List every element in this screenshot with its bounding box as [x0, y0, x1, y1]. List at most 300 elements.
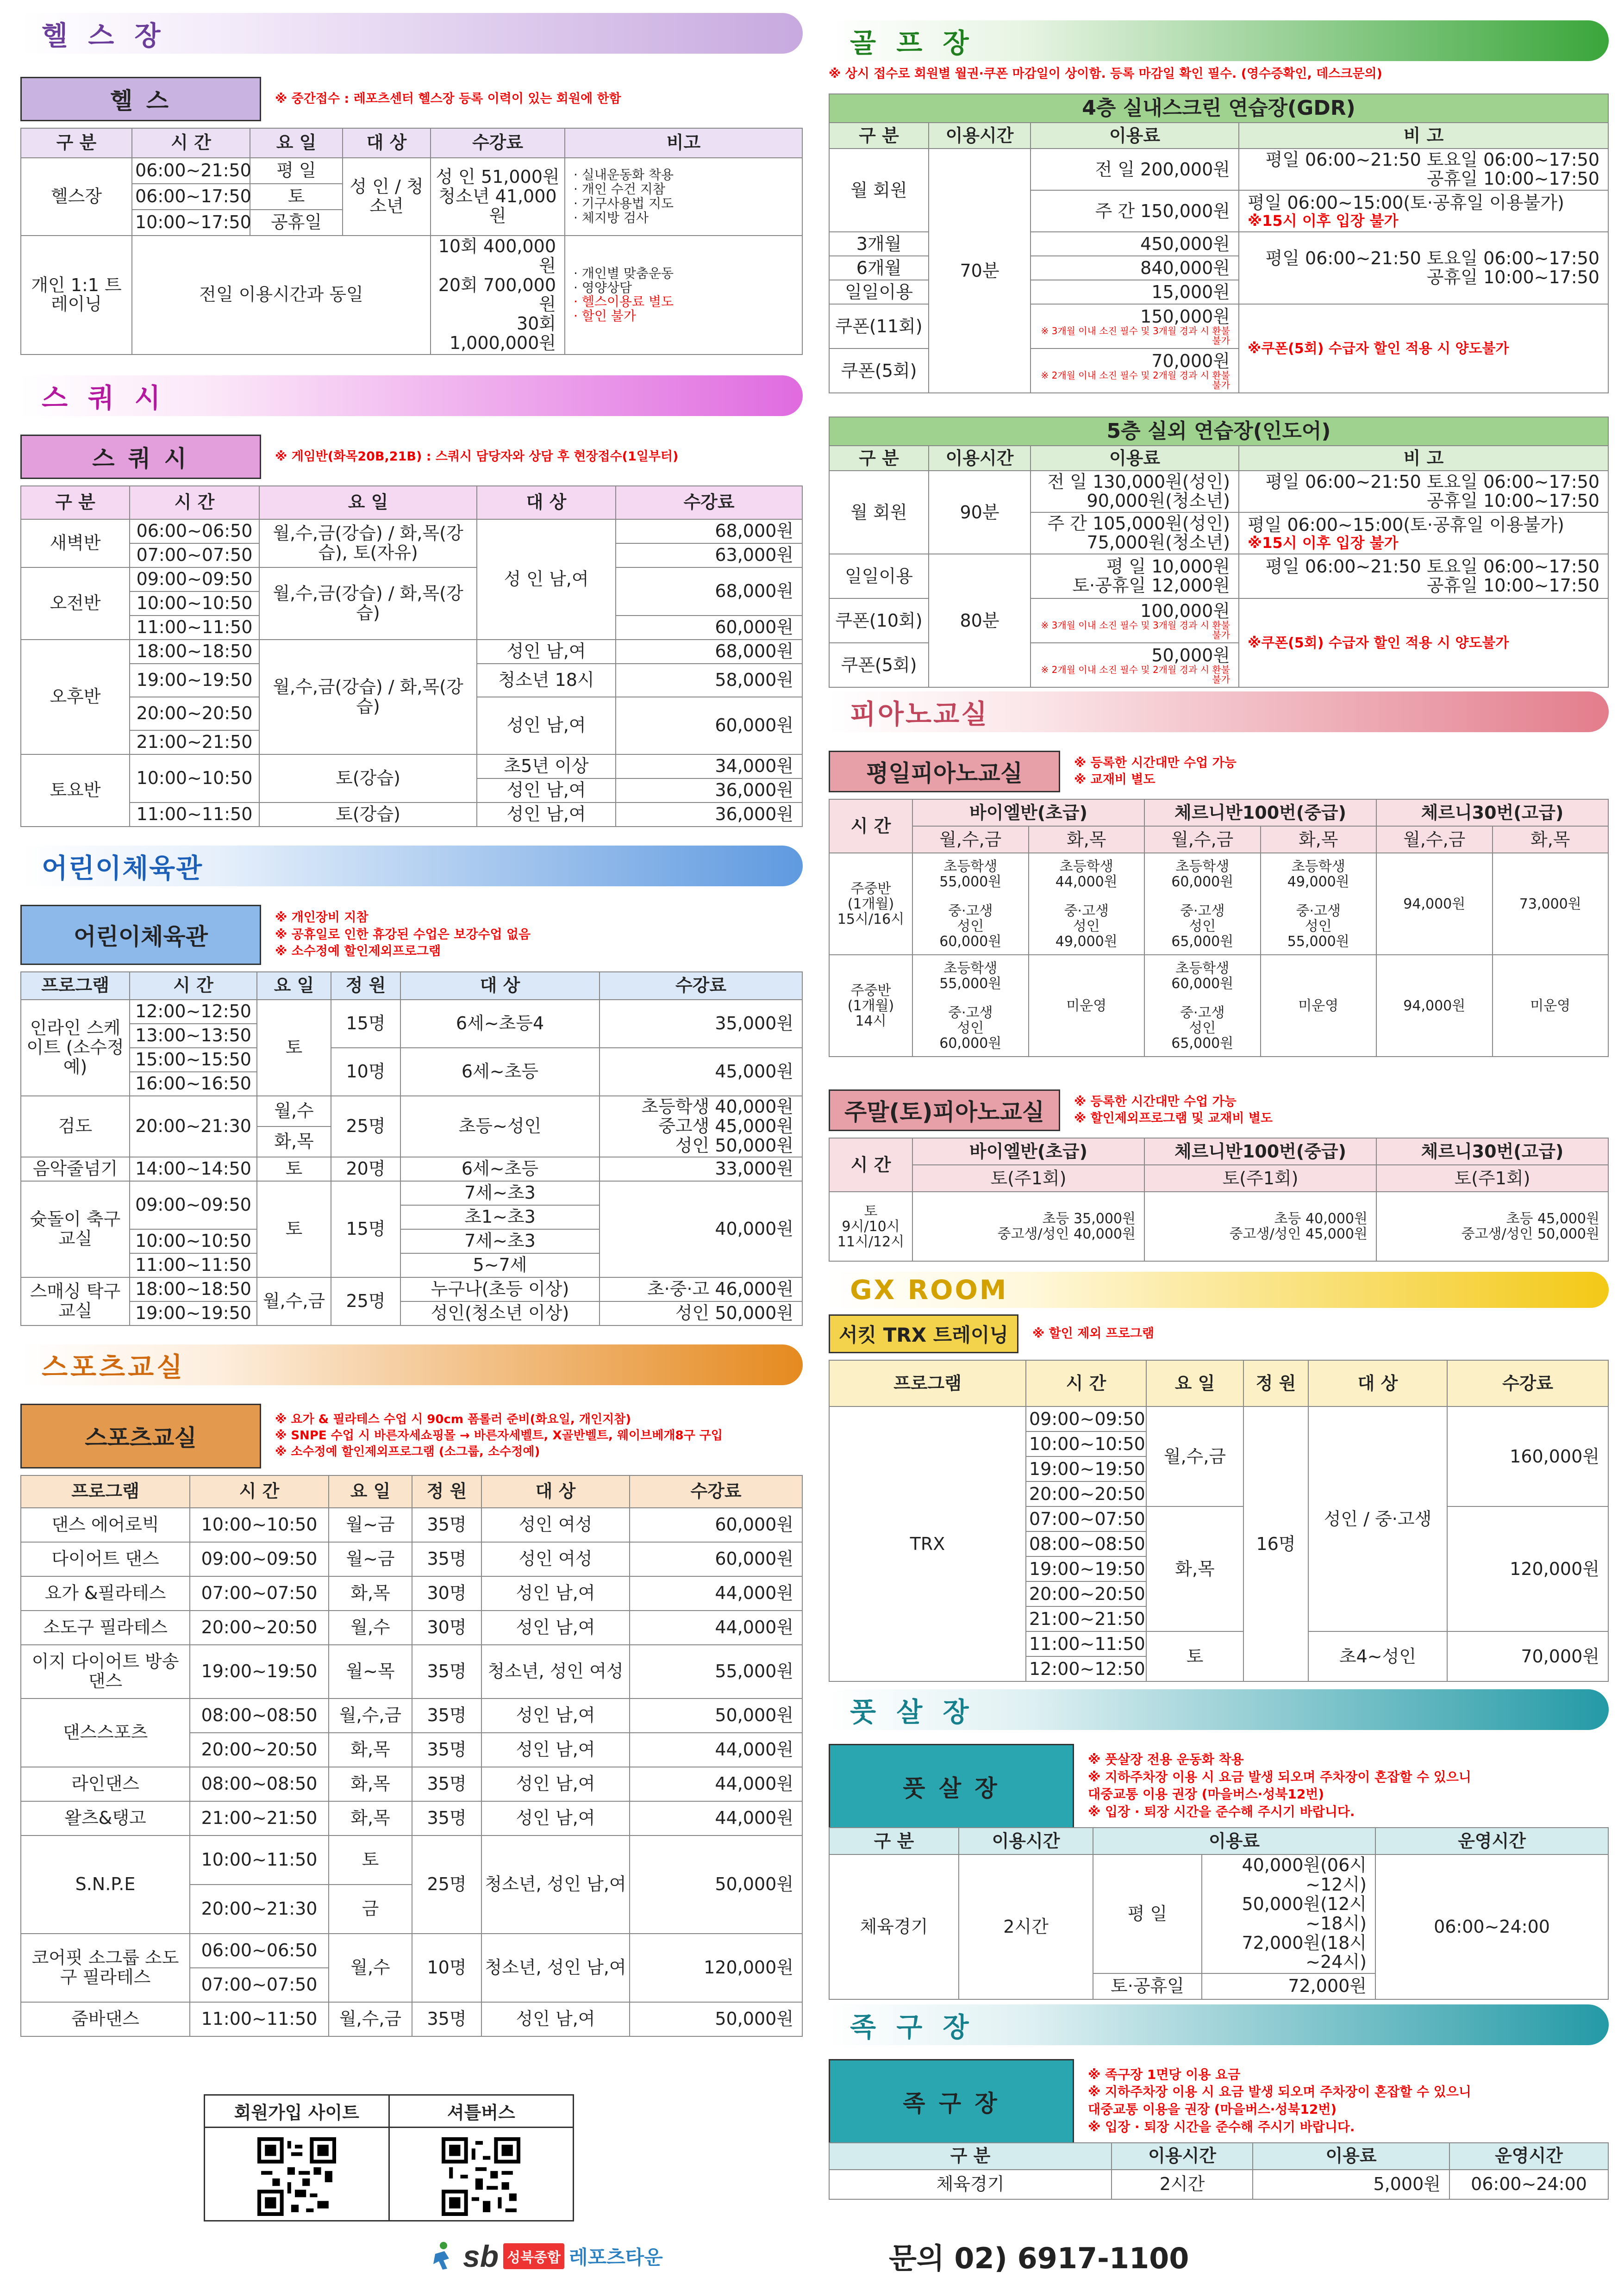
cap-cell: 35명 [412, 1699, 481, 1733]
day-cell: 월,수,금 [257, 1277, 331, 1325]
remark: · 헬스이용료 별도 [574, 294, 674, 310]
time-cell: 11:00~11:50 [130, 803, 259, 827]
note-line: ※ 풋살장 전용 운동화 착용 [1088, 1751, 1244, 1767]
time-cell: 07:00~07:50 [1026, 1506, 1146, 1531]
remark-cell [1239, 149, 1608, 190]
fee-line: 150,000원 [1140, 306, 1230, 327]
logo-badge: 성북종합 [503, 2243, 564, 2269]
fee-cell: 33,000원 [600, 1157, 802, 1181]
fee-cell [600, 1096, 802, 1157]
fee-line: 전 일 130,000원(성인) [1047, 471, 1230, 492]
time-cell: 15:00~15:50 [130, 1048, 257, 1072]
line: 초등학생 [1059, 858, 1113, 875]
hours-cell: 06:00~24:00 [1449, 2170, 1608, 2199]
th: 이용시간 [929, 446, 1031, 471]
cap-cell: 35명 [412, 1733, 481, 1767]
line: 60,000원 [1171, 873, 1234, 890]
target-cell: 성인 남,여 [481, 1767, 630, 1801]
cap-cell: 35명 [412, 1801, 481, 1836]
target-cell: 성인 남,여 [481, 1699, 630, 1733]
time-cell: 21:00~21:50 [1026, 1606, 1146, 1631]
fee-cell: 68,000원 [616, 640, 802, 664]
kind-cell: 체육경기 [829, 2170, 1112, 2199]
fee-cell: 72,000원 [1202, 1973, 1375, 1999]
gx-note: ※ 할인 제외 프로그램 [1032, 1326, 1155, 1341]
day-cell: 공휴일 [250, 210, 343, 236]
note-line: ※ 등록한 시간대만 수업 가능 [1074, 1095, 1237, 1109]
sports-notes [275, 1412, 723, 1460]
fee-cell: 44,000원 [630, 1767, 802, 1801]
time-cell: 19:00~19:50 [1026, 1456, 1146, 1481]
line: 성인 [957, 918, 984, 934]
th: 시 간 [130, 972, 257, 1000]
fee-cell: 68,000원 [616, 519, 802, 543]
gym-remarks [565, 158, 802, 236]
time-cell: 08:00~08:50 [190, 1699, 329, 1733]
time-cell [829, 955, 912, 1057]
target-cell: 성인 남,여 [481, 1733, 630, 1767]
time-cell: 16:00~16:50 [130, 1072, 257, 1096]
time-cell: 19:00~19:50 [130, 664, 259, 697]
fee-cell: 미운영 [1029, 955, 1145, 1057]
fee-cell [1031, 643, 1239, 687]
kind-cell: 월 회원 [829, 149, 929, 232]
note-line: 대중교통 이용을 권장 (마을버스·성북12번) [1088, 2102, 1337, 2117]
piano-weekend-tab: 주말(토)피아노교실 [829, 1089, 1060, 1131]
duration-cell: 2시간 [1112, 2170, 1253, 2199]
fee-cell: 15,000원 [1031, 280, 1239, 304]
fee-cell [1202, 1854, 1375, 1973]
day-cell: 화,목 [329, 1733, 412, 1767]
th: 구 분 [829, 123, 929, 149]
th: 바이엘반(초급) [912, 1138, 1144, 1165]
fee-cell: 34,000원 [616, 754, 802, 778]
time-cell: 10:00~10:50 [130, 1229, 257, 1253]
th: 월,수,금 [1144, 826, 1261, 853]
program-cell: 인라인 스케이트 (소수정예) [21, 1000, 130, 1096]
fee-cell: 60,000원 [616, 616, 802, 640]
kids-section-title: 어린이체육관 [20, 846, 803, 886]
line: 주중반 [850, 880, 891, 897]
fee-cell [1261, 853, 1377, 955]
day-cell: 토 [257, 1000, 331, 1096]
time-cell: 10:00~10:50 [1026, 1431, 1146, 1456]
line: 15시/16시 [837, 911, 905, 927]
cap-cell: 30명 [412, 1611, 481, 1645]
gx-tab: 서킷 TRX 트레이닝 [829, 1314, 1018, 1353]
health-table [20, 128, 803, 355]
th: 구 분 [829, 446, 929, 471]
th: 수강료 [1447, 1360, 1608, 1406]
line: 중·고생 [1180, 1004, 1225, 1021]
fee-cell: 미운영 [1261, 955, 1377, 1057]
indoor-table [829, 417, 1609, 688]
fee-cell: 94,000원 [1376, 853, 1493, 955]
futsal-tab: 풋 살 장 [829, 1744, 1074, 1827]
time-cell: 11:00~11:50 [130, 616, 259, 640]
line: 60,000원 [939, 1035, 1002, 1052]
time-cell [829, 1192, 912, 1261]
line: 중고생/성인 50,000원 [1461, 1226, 1599, 1243]
line: 초등 45,000원 [1506, 1211, 1599, 1227]
remark-cell [1239, 554, 1608, 598]
class-cell: 토요반 [21, 754, 130, 827]
futsal-table [829, 1827, 1609, 2000]
th: 바이엘반(초급) [912, 799, 1144, 826]
time-cell: 06:00~06:50 [130, 519, 259, 543]
fee-cell: 44,000원 [630, 1611, 802, 1645]
fee-line: 90,000원(청소년) [1087, 491, 1230, 511]
day-cell: 월~금 [329, 1542, 412, 1576]
th: 구 분 [21, 128, 132, 158]
shuttle-qr[interactable] [390, 2096, 573, 2220]
line: 중·고생 [948, 902, 993, 919]
time-cell: 12:00~12:50 [1026, 1656, 1146, 1681]
target-cell: 성인 남,여 [477, 803, 616, 827]
squash-note: ※ 게임반(화목20B,21B) : 스쿼시 담당자와 상담 후 현장접수(1일부터) [275, 449, 679, 464]
jokgu-notes [1088, 2066, 1471, 2136]
time-cell: 18:00~18:50 [130, 640, 259, 664]
line: 초등 40,000원 [1274, 1211, 1368, 1227]
time-cell: 06:00~06:50 [190, 1934, 329, 1968]
note-line: ※ 공휴일로 인한 휴강된 수업은 보강수업 없음 [275, 927, 531, 942]
fee-cell [1029, 853, 1145, 955]
time-cell: 07:00~07:50 [190, 1576, 329, 1611]
th: 요 일 [257, 972, 331, 1000]
fee-line: 평 일 10,000원 [1106, 556, 1230, 577]
fee-cell: 73,000원 [1493, 853, 1609, 955]
remark: ※15시 이후 입장 불가 [1248, 534, 1399, 552]
day-cell: 평 일 [250, 158, 343, 184]
signup-qr[interactable] [205, 2096, 390, 2220]
qr-box [204, 2094, 574, 2221]
fee-line: 초등학생 40,000원 [641, 1096, 793, 1117]
fee-cell: 미운영 [1493, 955, 1609, 1057]
cap-cell: 35명 [412, 1767, 481, 1801]
fee-line: 청소년 41,000원 [438, 186, 557, 226]
target-cell: 성인 남,여 [477, 640, 616, 664]
sports-section-title: 스포츠교실 [20, 1344, 803, 1385]
program-cell: 줌바댄스 [21, 2002, 190, 2036]
time-cell: 20:00~20:50 [190, 1611, 329, 1645]
gym-fee [431, 158, 565, 236]
time-cell: 20:00~20:50 [130, 697, 259, 730]
fee-cell: 50,000원 [630, 2002, 802, 2036]
class-cell: 오전반 [21, 567, 130, 640]
remark: · 체지방 검사 [574, 210, 649, 225]
line: 성인 [1073, 918, 1100, 934]
time-cell: 19:00~19:50 [130, 1301, 257, 1325]
gym-label: 헬스장 [21, 158, 132, 236]
fee-cell [912, 1192, 1144, 1261]
note-line: ※ 지하주차장 이용 시 요금 발생 되오며 주차장이 혼잡할 수 있으니 [1088, 1769, 1471, 1785]
day-cell: 토(강습) [259, 803, 477, 827]
line: 60,000원 [1171, 975, 1234, 992]
remark-cell: ※쿠폰(5회) 수급자 할인 적용 시 양도불가 [1239, 598, 1608, 687]
program-cell: 슛돌이 축구교실 [21, 1181, 130, 1277]
futsal-section-title: 풋 살 장 [829, 1689, 1609, 1730]
th: 이용시간 [959, 1828, 1093, 1854]
line: 9시/10시 [842, 1218, 900, 1235]
time-cell: 07:00~07:50 [130, 543, 259, 567]
target-cell: 6세~초등 [400, 1048, 600, 1096]
target-cell: 청소년 18시 [477, 664, 616, 697]
line: 초등학생 [1291, 858, 1345, 875]
kids-tab: 어린이체육관 [20, 905, 261, 965]
futsal-header [829, 1744, 1609, 1827]
fee-cell: 840,000원 [1031, 256, 1239, 280]
time-cell: 08:00~08:50 [1026, 1531, 1146, 1556]
target-cell: 성인 여성 [481, 1542, 630, 1576]
remark: 공휴일 10:00~17:50 [1426, 168, 1599, 189]
gdr-table [829, 93, 1609, 393]
fee-cell [1144, 1192, 1376, 1261]
cap-cell: 35명 [412, 2002, 481, 2036]
fee-cell [1031, 512, 1239, 554]
runner-logo-icon [426, 2240, 458, 2272]
shuttle-qr-code-icon[interactable] [442, 2137, 520, 2216]
fee-cell: 94,000원 [1376, 955, 1493, 1057]
target-cell: 누구나(초등 이상) [400, 1277, 600, 1301]
target-cell: 7세~초3 [400, 1229, 600, 1253]
th: 수강료 [616, 486, 802, 519]
line: 성인 [1189, 1020, 1216, 1036]
time-cell: 11:00~11:50 [130, 1253, 257, 1277]
line: 72,000원(18시~24시) [1242, 1932, 1367, 1972]
fee-line: 성인 50,000원 [675, 1135, 793, 1156]
kind-cell: 6개월 [829, 256, 929, 280]
day-cell: 토(강습) [259, 754, 477, 803]
line: 중고생/성인 45,000원 [1229, 1226, 1368, 1243]
th: 토(주1회) [1376, 1165, 1608, 1192]
kind-cell: 쿠폰(5회) [829, 348, 929, 393]
remark: 평일 06:00~21:50 토요일 06:00~17:50 [1265, 471, 1599, 492]
th: 요 일 [329, 1475, 412, 1508]
kind-cell: 쿠폰(11회) [829, 304, 929, 348]
fee-cell: 70,000원 [1447, 1631, 1608, 1681]
right-column [829, 20, 1609, 2200]
piano-weekend-table [829, 1138, 1609, 1262]
th: 이용료 [1031, 446, 1239, 471]
th: 정 원 [331, 972, 400, 1000]
time-cell: 07:00~07:50 [190, 1968, 329, 2002]
line: 11시/12시 [837, 1233, 905, 1250]
line: 중·고생 [948, 1004, 993, 1021]
piano-weekend-header [829, 1089, 1609, 1131]
jokgu-table [829, 2142, 1609, 2200]
duration-cell: 80분 [929, 554, 1031, 687]
piano-weekday-table [829, 799, 1609, 1057]
target-cell: 성인 남,여 [481, 1576, 630, 1611]
target-cell: 5~7세 [400, 1253, 600, 1277]
duration-cell: 90분 [929, 471, 1031, 554]
cap-cell: 35명 [412, 1508, 481, 1542]
time-cell: 20:00~20:50 [1026, 1481, 1146, 1506]
remark: 평일 06:00~15:00(토·공휴일 이용불가) [1248, 514, 1564, 535]
fee-cell: 50,000원 [630, 1836, 802, 1934]
jokgu-header [829, 2059, 1609, 2142]
cap-cell: 10명 [331, 1048, 400, 1096]
th: 운영시간 [1375, 1828, 1608, 1854]
gdr-title: 4층 실내스크린 연습장(GDR) [829, 94, 1608, 123]
target-cell: 7세~초3 [400, 1181, 600, 1205]
line: 55,000원 [939, 975, 1002, 992]
fee-cell: 36,000원 [616, 778, 802, 803]
kids-notes [275, 909, 531, 960]
cap-cell: 35명 [412, 1542, 481, 1576]
indoor-title: 5층 실외 연습장(인도어) [829, 417, 1608, 446]
hours-cell: 06:00~24:00 [1375, 1854, 1608, 1999]
note-line: ※ 지하주차장 이용 시 요금 발생 되오며 주차장이 혼잡할 수 있으니 [1088, 2084, 1471, 2100]
program-cell: S.N.P.E [21, 1836, 190, 1934]
line: 성인 [1189, 918, 1216, 934]
th: 정 원 [1243, 1360, 1308, 1406]
futsal-notes [1088, 1751, 1471, 1821]
line: 49,000원 [1055, 933, 1118, 950]
line: 초등학생 [943, 960, 998, 977]
line: 65,000원 [1171, 933, 1234, 950]
logo-sb: sb [463, 2239, 499, 2273]
time-cell [829, 853, 912, 955]
cap-cell: 20명 [331, 1157, 400, 1181]
fee-line: 10회 400,000원 [438, 236, 556, 276]
day-cell: 화,목 [257, 1126, 331, 1157]
program-cell: 댄스 에어로빅 [21, 1508, 190, 1542]
program-cell: 왈츠&탱고 [21, 1801, 190, 1836]
line: (1개월) [847, 896, 894, 912]
th: 프로그램 [829, 1360, 1026, 1406]
signup-qr-code-icon[interactable] [257, 2137, 336, 2216]
program-cell: 댄스스포츠 [21, 1699, 190, 1767]
th: 토(주1회) [1144, 1165, 1376, 1192]
time-cell: 09:00~09:50 [190, 1542, 329, 1576]
program-cell: 코어핏 소그룹 소도구 필라테스 [21, 1934, 190, 2002]
program-cell: 스매싱 탁구교실 [21, 1277, 130, 1325]
th: 시 간 [132, 128, 250, 158]
logo-text: 레포츠타운 [568, 2246, 663, 2269]
kids-header [20, 905, 803, 965]
gx-table [829, 1360, 1609, 1682]
line: 55,000원 [939, 873, 1002, 890]
th: 구 분 [21, 486, 130, 519]
fee-line: 70,000원 [1151, 350, 1230, 371]
sports-header [20, 1404, 803, 1468]
line: 50,000원(12시~18시) [1242, 1894, 1367, 1934]
fee-line: 20회 700,000원 [438, 274, 556, 315]
kind-cell: 체육경기 [829, 1854, 959, 1999]
day-cell: 화,목 [329, 1801, 412, 1836]
line: 성인 [1305, 918, 1332, 934]
jokgu-section-title: 족 구 장 [829, 2004, 1609, 2045]
day-cell: 월,수 [257, 1096, 331, 1126]
th: 대 상 [343, 128, 431, 158]
remark-cell [1239, 471, 1608, 512]
logo [426, 2238, 663, 2275]
target-cell: 초4~성인 [1308, 1631, 1447, 1681]
program-cell: 소도구 필라테스 [21, 1611, 190, 1645]
th: 대 상 [481, 1475, 630, 1508]
time-cell: 12:00~12:50 [130, 1000, 257, 1024]
health-section-title: 헬 스 장 [20, 13, 803, 54]
day-cell: 월,수,금 [329, 1699, 412, 1733]
note-line: 대중교통 이용 권장 (마을버스·성북12번) [1088, 1786, 1324, 1802]
note-line: ※ 요가 & 필라테스 수업 시 90cm 폼롤러 준비(화요일, 개인지참) [275, 1412, 631, 1427]
target-cell: 청소년, 성인 남,여 [481, 1934, 630, 2002]
kind-cell: 월 회원 [829, 471, 929, 554]
fee-cell [1144, 853, 1261, 955]
pt-remarks [565, 236, 802, 355]
program-cell: 다이어트 댄스 [21, 1542, 190, 1576]
time-cell: 10:00~10:50 [130, 591, 259, 616]
remark: · 개인별 맞춤운동 [574, 265, 674, 281]
th: 시 간 [130, 486, 259, 519]
fee-cell: 120,000원 [1447, 1506, 1608, 1631]
line: 49,000원 [1287, 873, 1349, 890]
piano-weekend-notes [1074, 1094, 1273, 1127]
day-cell: 월,수,금(강습) / 화,목(강습) [259, 640, 477, 754]
line: 초등학생 [943, 858, 998, 875]
line: 60,000원 [939, 933, 1002, 950]
th: 구 분 [829, 1828, 959, 1854]
fee-line: 75,000원(청소년) [1087, 532, 1230, 553]
piano-weekday-tab: 평일피아노교실 [829, 751, 1060, 792]
th: 요 일 [1146, 1360, 1243, 1406]
fee-cell: 120,000원 [630, 1934, 802, 2002]
line: 중고생/성인 40,000원 [997, 1226, 1136, 1243]
fee-cell: 44,000원 [630, 1576, 802, 1611]
fee-cell: 58,000원 [616, 664, 802, 697]
th: 비 고 [1239, 446, 1608, 471]
time-cell: 20:00~21:30 [130, 1096, 257, 1157]
line: 성인 [957, 1020, 984, 1036]
th: 구 분 [829, 2143, 1112, 2170]
target-cell: 성인 남,여 [477, 778, 616, 803]
pt-time: 전일 이용시간과 동일 [132, 236, 431, 355]
fee-line: 중고생 45,000원 [658, 1115, 793, 1136]
time-cell: 11:00~11:50 [1026, 1631, 1146, 1656]
th: 비고 [565, 128, 802, 158]
fee-cell: 50,000원 [630, 1699, 802, 1733]
th: 화,목 [1261, 826, 1377, 853]
note-line: ※ 입장 · 퇴장 시간을 준수해 주시기 바랍니다. [1088, 1804, 1355, 1820]
remark: ※15시 이후 입장 불가 [1248, 212, 1399, 230]
fee-cell [912, 955, 1029, 1057]
remark: 평일 06:00~21:50 토요일 06:00~17:50 [1265, 248, 1599, 268]
cap-cell: 25명 [412, 1836, 481, 1934]
line: 44,000원 [1055, 873, 1118, 890]
day-cell: 월,수 [329, 1934, 412, 2002]
day-cell: 토 [250, 184, 343, 210]
day-cell: 월,수,금(강습) / 화,목(강습) [259, 567, 477, 640]
fee-cell [1031, 304, 1239, 348]
fee-cell [1031, 554, 1239, 598]
target-cell: 성인 여성 [481, 1508, 630, 1542]
remark: 공휴일 10:00~17:50 [1426, 491, 1599, 511]
class-cell: 오후반 [21, 640, 130, 754]
fee-line: 주 간 105,000원(성인) [1047, 513, 1230, 534]
th: 월,수,금 [912, 826, 1029, 853]
th: 시 간 [190, 1475, 329, 1508]
time-cell: 10:00~11:50 [190, 1836, 329, 1885]
day-cell: 화,목 [329, 1576, 412, 1611]
target-cell: 청소년, 성인 남,여 [481, 1836, 630, 1934]
fee-cell: 5,000원 [1253, 2170, 1449, 2199]
time-cell: 19:00~19:50 [1026, 1556, 1146, 1581]
note-line: ※ 족구장 1면당 이용 요금 [1088, 2066, 1241, 2082]
fee-cell: 전 일 200,000원 [1031, 149, 1239, 190]
remark: · 할인 불가 [574, 308, 636, 324]
line: 주중반 [850, 982, 891, 999]
